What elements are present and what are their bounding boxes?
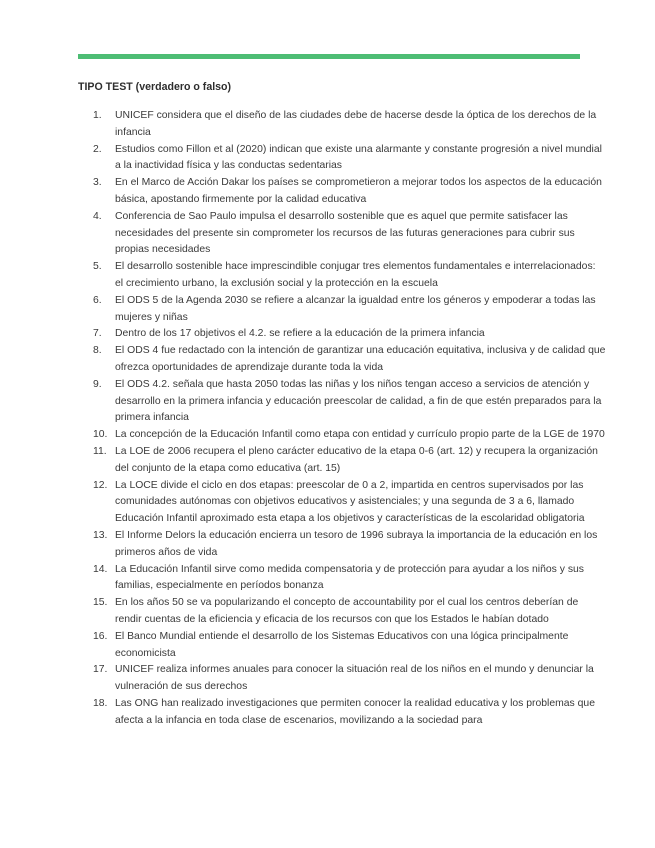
item-number: 13. bbox=[93, 529, 108, 541]
item-number: 10. bbox=[93, 429, 108, 441]
item-number: 6. bbox=[93, 294, 102, 306]
item-text: El ODS 4.2. señala que hasta 2050 todas las niñas y los niños tengan acceso a servicios de atención y desarrollo en la primera infancia y educación preescolar de calidad, a fin de que estén preparados para la primera infancia bbox=[115, 378, 602, 424]
item-text: El ODS 5 de la Agenda 2030 se refiere a alcanzar la igualdad entre los géneros y empoderar a todas las mujeres y niñas bbox=[115, 294, 596, 323]
section-heading: TIPO TEST (verdadero o falso) bbox=[78, 81, 232, 93]
list-item bbox=[78, 377, 606, 427]
item-text: Las ONG han realizado investigaciones que permiten conocer la realidad educativa y los problemas que afecta a la infancia en toda clase de escenarios, movilizando a la sociedad para bbox=[115, 697, 595, 726]
item-text: En los años 50 se va popularizando el concepto de accountability por el cual los centros deberían de rendir cuentas de la eficiencia y eficacia de los recursos con que los Estados le habían dotado bbox=[115, 597, 579, 625]
list-item bbox=[78, 175, 606, 209]
list-item bbox=[78, 326, 606, 343]
item-number: 14. bbox=[93, 563, 108, 575]
item-text: El Banco Mundial entiende el desarrollo de los Sistemas Educativos con una lógica principalmente economicista bbox=[115, 630, 569, 659]
item-text: El Informe Delors la educación encierra un tesoro de 1996 subraya la importancia de la educación en los primeros años de vida bbox=[115, 529, 598, 558]
item-text: Estudios como Fillon et al (2020) indican que existe una alarmante y constante progresión a nivel mundial a la inactividad física y las conductas sedentarias bbox=[115, 143, 602, 172]
item-text: La concepción de la Educación Infantil como etapa con entidad y currículo propio parte de la LGE de 1970 bbox=[115, 429, 605, 441]
list-item bbox=[78, 595, 606, 629]
list-item bbox=[78, 528, 606, 562]
list-item bbox=[78, 696, 606, 730]
list-item bbox=[78, 427, 606, 444]
item-number: 7. bbox=[93, 328, 102, 340]
item-text: UNICEF realiza informes anuales para conocer la situación real de los niños en el mundo y denunciar la vulneración de sus derechos bbox=[115, 664, 594, 693]
item-number: 8. bbox=[93, 345, 102, 357]
item-text: La LOE de 2006 recupera el pleno carácter educativo de la etapa 0-6 (art. 12) y recupera la organización del conjunto de la etapa como educativa (art. 15) bbox=[115, 445, 598, 474]
list-item bbox=[78, 629, 606, 663]
item-number: 17. bbox=[93, 664, 108, 676]
item-number: 15. bbox=[93, 597, 108, 609]
list-item bbox=[78, 142, 606, 176]
item-text: UNICEF considera que el diseño de las ciudades debe de hacerse desde la óptica de los derechos de la infancia bbox=[115, 110, 597, 138]
item-text: La LOCE divide el ciclo en dos etapas: preescolar de 0 a 2, impartida en centros supervisados por las comunidades autónomas con objetivos educativos y asistenciales; y una segunda de 3 a 6, llamado Educación Infantil aproximado esta etapa a los objetivos y características de la escolaridad obligatoria bbox=[115, 479, 585, 525]
list-item bbox=[78, 662, 606, 696]
item-text: Conferencia de Sao Paulo impulsa el desarrollo sostenible que es aquel que permite satisfacer las necesidades del presente sin comprometer los recursos de las futuras generaciones para cubrir sus propias necesidades bbox=[115, 210, 575, 256]
list-item bbox=[78, 562, 606, 596]
item-number: 12. bbox=[93, 479, 108, 491]
item-text: El desarrollo sostenible hace imprescindible conjugar tres elementos fundamentales e interrelacionados: el crecimiento urbano, la exclusión social y la protección en la escuela bbox=[115, 261, 596, 289]
item-number: 4. bbox=[93, 210, 102, 222]
list-item bbox=[78, 444, 606, 478]
item-text: El ODS 4 fue redactado con la intención de garantizar una educación equitativa, inclusiva y de calidad que ofrezca oportunidades de aprendizaje durante toda la vida bbox=[115, 345, 606, 373]
item-number: 11. bbox=[93, 445, 107, 457]
item-number: 1. bbox=[93, 110, 102, 121]
question-list bbox=[78, 108, 606, 729]
item-text: La Educación Infantil sirve como medida compensatoria y de protección para ayudar a los niños y sus familias, especialmente en períodos bonanza bbox=[115, 563, 584, 592]
list-item bbox=[78, 478, 606, 528]
list-item bbox=[78, 209, 606, 259]
item-text: Dentro de los 17 objetivos el 4.2. se refiere a la educación de la primera infancia bbox=[115, 328, 485, 340]
item-number: 18. bbox=[93, 697, 108, 709]
item-number: 2. bbox=[93, 143, 102, 155]
list-item bbox=[78, 108, 606, 142]
list-item bbox=[78, 293, 606, 327]
top-divider bbox=[78, 54, 580, 59]
item-number: 3. bbox=[93, 177, 102, 189]
item-text: En el Marco de Acción Dakar los países se comprometieron a mejorar todos los aspectos de la educación básica, apostando firmemente por la calidad educativa bbox=[115, 177, 602, 205]
list-item bbox=[78, 259, 606, 293]
item-number: 9. bbox=[93, 378, 102, 390]
item-number: 16. bbox=[93, 630, 108, 642]
list-item bbox=[78, 343, 606, 377]
item-number: 5. bbox=[93, 261, 102, 273]
